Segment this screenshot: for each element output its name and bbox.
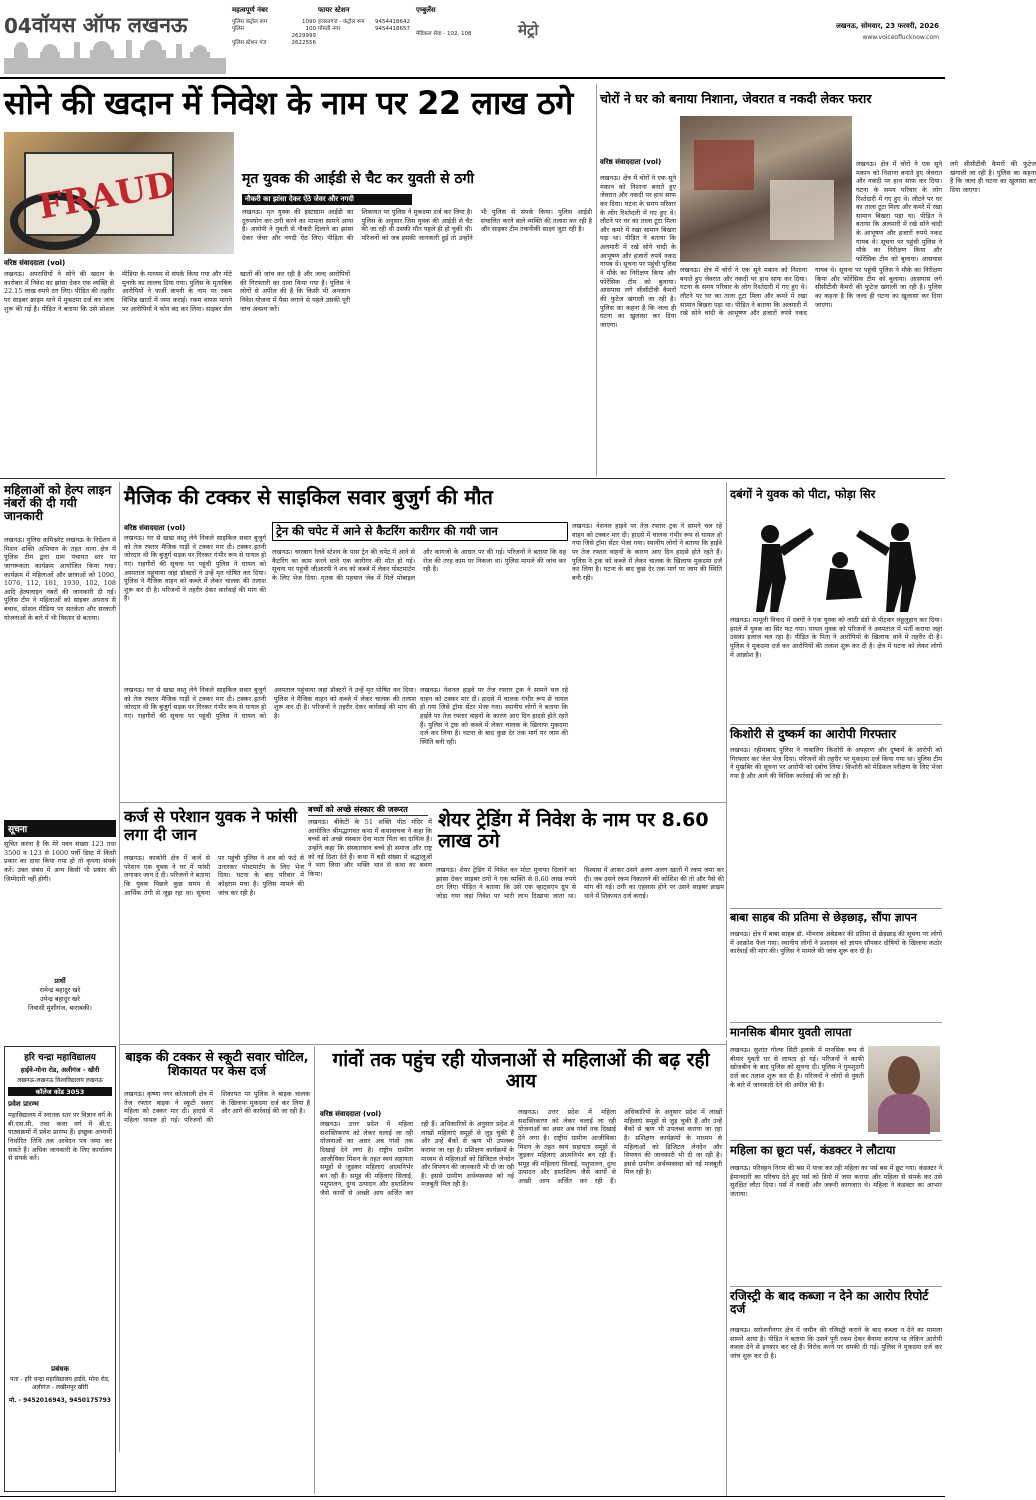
notice-sign-sub: उपेन्द्र बहादुर खरे: [40, 995, 80, 1004]
notice-sign-title: प्रार्थी: [54, 977, 66, 985]
yojana-headline: गांवों तक पहुंच रही योजनाओं से महिलाओं की बढ़ रही आय: [332, 1049, 710, 1092]
debt-headline: कर्ज से परेशान युवक ने फांसी लगा दी जान: [124, 807, 298, 844]
website: www.voiceoflucknow.com: [862, 34, 939, 41]
share-body: लखनऊ। शेयर ट्रेडिंग में निवेश कर मोटा मुनाफा दिलाने का झांसा देकर साइबर ठगों ने एक व्यक्ति से 8.60 लाख रुपये ठग लिए। पीड़ित ने बताया कि उसे एक व्हाट्सएप ग्रुप से जोड़ा गया जहां निवेश पर भारी लाभ दिखाया जाता था। विश्वास में आकर उसने अलग अलग खातों में रकम जमा कर दी। जब उसने रकम निकालने की कोशिश की तो और पैसे की मांग की गई। ठगी का एहसास होने पर उसने साइबर क्राइम थाने में शिकायत दर्ज कराई।: [436, 866, 724, 900]
notice-sign-place: निवासी मुंशीगंज, बाराबंकी।: [28, 1004, 92, 1013]
cycle-headline: मैजिक की टक्कर से साइकिल सवार बुजुर्ग की मौत: [124, 485, 493, 509]
important-number-row: [232, 40, 316, 47]
silhouette-icon: [730, 508, 942, 612]
missing-headline: मानसिक बीमार युवती लापता: [730, 1025, 852, 1039]
important-number-number: 100: [305, 26, 316, 33]
yojana-body-cont: लखनऊ। उत्तर प्रदेश में महिला सशक्तिकरण को लेकर चलाई जा रही योजनाओं का असर अब गांवों तक दिखाई देने लगा है। राष्ट्रीय ग्रामीण आजीविका मिशन के तहत स्वयं सहायता समूहों से जुड़कर महिलाएं आत्मनिर्भर बन रही हैं। समूह की महिलाएं सिलाई, पशुपालन, दुग्ध उत्पादन और हस्तशिल्प जैसे कार्यों से अच्छी आय अर्जित कर रही हैं। अधिकारियों के अनुसार प्रदेश में लाखों महिलाएं समूहों से जुड़ चुकी हैं और उन्हें बैंकों से ऋण भी उपलब्ध कराया जा रहा है। प्रशिक्षण कार्यक्रमों के माध्यम से महिलाओं को डिजिटल लेनदेन और विपणन की जानकारी भी दी जा रही है। इससे ग्रामीण अर्थव्यवस्था को नई मजबूती मिल रही है।: [518, 1108, 722, 1186]
page-number: 04: [4, 14, 32, 38]
cycle-body-lower: लखनऊ। घर से खाद्य वस्तु लेने निकले साइकिल सवार बुजुर्ग को तेज रफ्तार मैजिक गाड़ी ने टक्कर मार दी। टक्कर इतनी जोरदार थी कि बुजुर्ग सड़क पर गिरकर गंभीर रूप से घायल हो गए। राहगीरों की सूचना पर पहुंची पुलिस ने घायल को अस्पताल पहुंचाया जहां डॉक्टरों ने उन्हें मृत घोषित कर दिया। पुलिस ने मैजिक वाहन को कब्जे में लेकर चालक की तलाश शुरू कर दी है। परिजनों ने तहरीर देकर कार्रवाई की मांग की है।: [124, 686, 416, 720]
chat-headline: मृत युवक की आईडी से चैट कर युवती से ठगी: [242, 171, 475, 187]
registry-body: लखनऊ। सरोजनीनगर क्षेत्र में जमीन की रजिस्ट्री कराने के बाद कब्जा न देने का मामला सामने आया है। पीड़ित ने बताया कि उसने पूरी रकम देकर बैनामा कराया था लेकिन आरोपी कब्जा देने से इनकार कर रहे हैं। विरोध करने पर धमकी दी गई। पुलिस ने मुकदमा दर्ज कर जांच शुरू कर दी है।: [730, 1326, 942, 1360]
share-headline: शेयर ट्रेडिंग में निवेश के नाम पर 8.60 लाख ठगे: [438, 809, 709, 852]
assault-headline: दबंगों ने युवक को पीटा, फोड़ा सिर: [730, 487, 876, 501]
assault-illustration: [730, 508, 942, 612]
important-numbers: [232, 6, 316, 48]
theft-photo: [680, 116, 852, 262]
college-ad: [4, 1046, 116, 1492]
fire-number-name: हजरतगंज - कंट्रोल रूम: [318, 19, 365, 25]
ad-body: महाविद्यालय में स्नातक स्तर पर विज्ञान वर्ग के बी.एस.सी. तथा कला वर्ग में बी.ए. पाठ्यक्रमों में प्रवेश प्रारम्भ हैं। इच्छुक अभ्यर्थी निर्धारित तिथि तक आवेदन पत्र जमा कर सकते हैं। अधिक जानकारी के लिए कार्यालय से संपर्क करें।: [8, 1111, 112, 1163]
section-label: मेट्रो: [518, 21, 539, 39]
ad-address: पता - हरि चन्द्रा महाविद्यालय हाईवे, मोना रोड, अलीगंज - लखीमपुर खीरी: [10, 1376, 110, 1392]
fire-station-label: फायर स्टेशन: [318, 6, 350, 14]
important-number-row: [232, 26, 316, 33]
missing-body: लखनऊ। सुशांत गोल्फ सिटी इलाके में मानसिक रूप से बीमार युवती घर से लापता हो गई। परिजनों ने काफी खोजबीन के बाद पुलिस को सूचना दी। पुलिस ने गुमशुदगी दर्ज कर तलाश शुरू कर दी है। परिजनों ने लोगों से युवती के बारे में जानकारी देने की अपील की है।: [730, 1046, 864, 1089]
ambulance-text: मेडिकल सेवा - 102, 108: [416, 31, 472, 37]
fire-number-number: 9454418642: [375, 19, 410, 25]
important-number-name: पुलिस कंट्रोल रूम: [232, 19, 268, 25]
train-headline: ट्रेन की चपेट में आने से कैटरिंग कारीगर की गयी जान: [272, 522, 568, 541]
important-number-number: 1090: [302, 19, 316, 25]
chat-kicker: नौकरी का झांसा देकर ऐंठे जेवर और नगदी: [242, 194, 412, 205]
lead-byline: वरिष्ठ संवाददाता (vol): [4, 259, 66, 267]
purse-body: लखनऊ। परिवहन निगम की बस में यात्रा कर रही महिला का पर्स बस में छूट गया। कंडक्टर ने ईमानदारी का परिचय देते हुए पर्स को डिपो में जमा कराया और महिला से संपर्क कर उसे सुरक्षित लौटा दिया। पर्स में नकदी और जरूरी कागजात थे। महिला ने कंडक्टर का आभार जताया।: [730, 1164, 942, 1198]
fraud-image: [4, 132, 234, 254]
masthead: [0, 0, 945, 76]
important-numbers-label: महत्वपूर्ण नंबर: [232, 6, 268, 14]
important-number-name: पुलिस: [232, 26, 244, 33]
important-number-row: [232, 19, 316, 26]
train-body: लखनऊ। चारबाग रेलवे स्टेशन के पास ट्रेन की चपेट में आने से कैटरिंग का काम करने वाले एक कारीगर की मौत हो गई। सूचना पर पहुंची जीआरपी ने शव को कब्जे में लेकर पोस्टमार्टम के लिए भेज दिया। मृतक की पहचान जेब में मिले मोबाइल और कागजों के आधार पर की गई। परिजनों ने बताया कि वह रोज की तरह काम पर निकला था। पुलिस मामले की जांच कर रही है।: [272, 548, 566, 582]
ad-admission-head: प्रवेश प्रारम्भ: [8, 1100, 39, 1108]
chat-body: लखनऊ। मृत युवक की इंस्टाग्राम आईडी का दुरुपयोग कर ठगी करने का मामला सामने आया है। आरोपी ने युवती से नौकरी दिलाने का झांसा देकर जेवर और नगदी ऐंठ लिए। पीड़िता की शिकायत पर पुलिस ने मुकदमा दर्ज कर लिया है। पुलिस के अनुसार जिस युवक की आईडी से चैट की जा रही थी उसकी मौत पहले ही हो चुकी थी। परिजनों को जब इसकी जानकारी हुई तो उन्होंने भी पुलिस से संपर्क किया। पुलिस आईडी संचालित करने वाले व्यक्ति की तलाश कर रही है और साइबर टीम तकनीकी साक्ष्य जुटा रही है।: [242, 208, 592, 242]
kids-body: लखनऊ। बीकेटी के 51 शक्ति पीठ मंदिर में आयोजित श्रीमद्भागवत कथा में कथावाचक ने कहा कि बच्चों को अच्छे संस्कार देना माता पिता का दायित्व है। उन्होंने कहा कि संस्कारवान बच्चे ही समाज और राष्ट्र को नई दिशा देते हैं। कथा में बड़ी संख्या में श्रद्धालुओं ने भाग लिया और भक्ति भाव से कथा का श्रवण किया।: [308, 818, 432, 878]
truck-body-top: लखनऊ। नेशनल हाइवे पर तेज रफ्तार ट्रक ने सामने चल रहे वाहन को टक्कर मार दी। हादसे में चालक गंभीर रूप से घायल हो गया जिसे ट्रॉमा सेंटर भेजा गया। स्थानीय लोगों ने बताया कि हाईवे पर तेज रफ्तार वाहनों के कारण आए दिन हादसे होते रहते हैं। पुलिस ने ट्रक को कब्जे में लेकर चालक के खिलाफ मुकदमा दर्ज कर लिया है। घटना के बाद कुछ देर तक मार्ग पर जाम की स्थिति बनी रही।: [572, 522, 722, 582]
helpline-headline: महिलाओं को हेल्प लाइन नंबरों की दी गयी जानकारी: [4, 483, 112, 524]
theft-byline: वरिष्ठ संवाददाता (vol): [600, 158, 662, 166]
statue-body: लखनऊ। क्षेत्र में बाबा साहब डॉ. भीमराव अंबेडकर की प्रतिमा से छेड़छाड़ की सूचना पर लोगों में आक्रोश फैल गया। स्थानीय लोगों ने प्रशासन को ज्ञापन सौंपकर दोषियों के खिलाफ कठोर कार्रवाई की मांग की। पुलिस ने मामले की जांच शुरू कर दी है।: [730, 930, 942, 956]
helpline-body: लखनऊ। पुलिस कमिश्नरेट लखनऊ के निर्देशन में मिशन शक्ति अभियान के तहत थाना क्षेत्र में पुलिस टीम द्वारा ग्राम पंचायत स्तर पर जागरूकता कार्यक्रम आयोजित किया गया। कार्यक्रम में महिलाओं और छात्राओं को 1090, 1076, 112, 181, 1930, 102, 108 आदि हेल्पलाइन नंबरों की जानकारी दी गई। पुलिस टीम ने महिलाओं को साइबर अपराध से बचाव, सोशल मीडिया पर सतर्कता और सरकारी योजनाओं के बारे में भी विस्तार से बताया।: [4, 536, 116, 622]
ad-code: कॉलेज कोड 3053: [8, 1087, 112, 1096]
truck-body: लखनऊ। नेशनल हाइवे पर तेज रफ्तार ट्रक ने सामने चल रहे वाहन को टक्कर मार दी। हादसे में चालक गंभीर रूप से घायल हो गया जिसे ट्रॉमा सेंटर भेजा गया। स्थानीय लोगों ने बताया कि हाईवे पर तेज रफ्तार वाहनों के कारण आए दिन हादसे होते रहते हैं। पुलिस ने ट्रक को कब्जे में लेकर चालक के खिलाफ मुकदमा दर्ज कर लिया है। घटना के बाद कुछ देर तक मार्ग पर जाम की स्थिति बनी रही।: [420, 686, 568, 746]
scooty-headline: बाइक की टक्कर से स्कूटी सवार चोटिल, शिकायत पर केस दर्ज: [125, 1049, 309, 1078]
fraud-image-text: FRAUD: [35, 164, 179, 228]
arrest-body: लखनऊ। रहीमाबाद पुलिस ने नाबालिग किशोरी के अपहरण और दुष्कर्म के आरोपी को गिरफ्तार कर जेल भेज दिया। परिजनों की तहरीर पर मुकदमा दर्ज किया गया था। पुलिस टीम ने मुखबिर की सूचना पर आरोपी को दबोच लिया। किशोरी को मेडिकल परीक्षण के लिए भेजा गया है और आगे की विधिक कार्रवाई की जा रही है।: [730, 746, 942, 780]
scooty-body: लखनऊ। कृष्णा नगर कोतवाली क्षेत्र में तेज रफ्तार बाइक ने स्कूटी सवार महिला को टक्कर मार दी। हादसे में महिला घायल हो गई। परिजनों की शिकायत पर पुलिस ने बाइक चालक के खिलाफ मुकदमा दर्ज कर लिया है और आगे की कार्रवाई की जा रही है।: [124, 1090, 310, 1124]
important-number-number: 2629999: [291, 33, 316, 40]
paper-name: वॉयस ऑफ लखनऊ: [32, 13, 188, 37]
fire-number-number: 9454418657: [375, 26, 410, 33]
cycle-byline: वरिष्ठ संवाददाता (vol): [124, 524, 186, 532]
skyline-icon: [4, 38, 226, 74]
assault-body: लखनऊ। मामूली विवाद में दबंगों ने एक युवक को लाठी डंडों से पीटकर लहूलुहान कर दिया। हमले में युवक का सिर फट गया। घायल युवक को परिजनों ने अस्पताल में भर्ती कराया जहां उसका इलाज चल रहा है। पीड़ित के पिता ने आरोपियों के खिलाफ थाने में तहरीर दी है। पुलिस ने मुकदमा दर्ज कर आरोपियों की तलाश शुरू कर दी है। क्षेत्र में घटना को लेकर लोगों में आक्रोश है।: [730, 616, 942, 659]
theft-body-lower: लखनऊ। क्षेत्र में चोरों ने एक सूने मकान को निशाना बनाते हुए जेवरात और नकदी पर हाथ साफ कर दिया। घटना के समय परिवार के लोग रिश्तेदारी में गए हुए थे। लौटने पर घर का ताला टूटा मिला और कमरे में रखा सामान बिखरा पड़ा था। पीड़ित ने बताया कि अलमारी में रखे सोने चांदी के आभूषण और हजारों रुपये नकद गायब थे। सूचना पर पहुंची पुलिस ने मौके का निरीक्षण किया और फोरेंसिक टीम को बुलाया। आसपास लगे सीसीटीवी कैमरों की फुटेज खंगाली जा रही है। पुलिस का कहना है कि जल्द ही घटना का खुलासा कर दिया जाएगा।: [680, 266, 942, 318]
purse-headline: महिला का छूटा पर्स, कंडक्टर ने लौटाया: [730, 1143, 896, 1157]
theft-body: लखनऊ। क्षेत्र में चोरों ने एक सूने मकान को निशाना बनाते हुए जेवरात और नकदी पर हाथ साफ कर दिया। घटना के समय परिवार के लोग रिश्तेदारी में गए हुए थे। लौटने पर घर का ताला टूटा मिला और कमरे में रखा सामान बिखरा पड़ा था। पीड़ित ने बताया कि अलमारी में रखे सोने चांदी के आभूषण और हजारों रुपये नकद गायब थे। सूचना पर पहुंची पुलिस ने मौके का निरीक्षण किया और फोरेंसिक टीम को बुलाया। आसपास लगे सीसीटीवी कैमरों की फुटेज खंगाली जा रही है। पुलिस का कहना है कि जल्द ही घटना का खुलासा कर दिया जाएगा।: [600, 174, 676, 329]
ad-manager-label: प्रबंधक: [51, 1365, 69, 1373]
ad-phone: मो. - 9452016943, 9450175793: [9, 1397, 111, 1405]
cycle-body: लखनऊ। घर से खाद्य वस्तु लेने निकले साइकिल सवार बुजुर्ग को तेज रफ्तार मैजिक गाड़ी ने टक्कर मार दी। टक्कर इतनी जोरदार थी कि बुजुर्ग सड़क पर गिरकर गंभीर रूप से घायल हो गए। राहगीरों की सूचना पर पहुंची पुलिस ने घायल को अस्पताल पहुंचाया जहां डॉक्टरों ने उन्हें मृत घोषित कर दिया। पुलिस ने मैजिक वाहन को कब्जे में लेकर चालक की तलाश शुरू कर दी है। परिजनों ने तहरीर देकर कार्रवाई की मांग की है।: [124, 534, 266, 603]
notice-box: [4, 820, 116, 1040]
fire-number-name: गोमती नगर: [318, 26, 341, 33]
yojana-body: लखनऊ। उत्तर प्रदेश में महिला सशक्तिकरण को लेकर चलाई जा रही योजनाओं का असर अब गांवों तक दिखाई देने लगा है। राष्ट्रीय ग्रामीण आजीविका मिशन के तहत स्वयं सहायता समूहों से जुड़कर महिलाएं आत्मनिर्भर बन रही हैं। समूह की महिलाएं सिलाई, पशुपालन, दुग्ध उत्पादन और हस्तशिल्प जैसे कार्यों से अच्छी आय अर्जित कर रही हैं। अधिकारियों के अनुसार प्रदेश में लाखों महिलाएं समूहों से जुड़ चुकी हैं और उन्हें बैंकों से ऋण भी उपलब्ध कराया जा रहा है। प्रशिक्षण कार्यक्रमों के माध्यम से महिलाओं को डिजिटल लेनदेन और विपणन की जानकारी भी दी जा रही है। इससे ग्रामीण अर्थव्यवस्था को नई मजबूती मिल रही है।: [320, 1120, 514, 1198]
ad-subtitle: हाईवे-मोना रोड, अलीगंज - खीरी: [20, 1066, 100, 1074]
missing-photo: [868, 1046, 940, 1132]
theft-headline: चोरों ने घर को बनाया निशाना, जेवरात व नकदी लेकर फरार: [600, 91, 872, 106]
ambulance-info: [416, 6, 506, 38]
statue-headline: बाबा साहब की प्रतिमा से छेड़छाड़, सौंपा ज्ञापन: [730, 911, 917, 924]
kids-headline: बच्चों को अच्छे संस्कार की जरूरत: [308, 806, 428, 816]
issue-date: लखनऊ, सोमवार, 23 फरवरी, 2026: [836, 22, 939, 30]
ad-affiliation: लखनऊ-लखनऊ विश्वविद्यालय लखनऊ: [17, 1077, 103, 1084]
notice-title: सूचना: [4, 820, 116, 837]
registry-headline: रजिस्ट्री के बाद कब्जा न देने का आरोप रिपोर्ट दर्ज: [730, 1289, 929, 1317]
notice-body: सूचित करना है कि मेरे पवन संख्या 123 तथा 3500 व 123 से 1600 पर्ची डिस्ट में किसी प्रकार का दावा किया गया हो तो कृपया संपर्क करें। उक्त संबंध में अन्य किसी भी प्रकार की जिम्मेदारी नहीं होगी।: [4, 840, 116, 883]
important-number-name: पुलिस स्टेशन गंज: [232, 40, 267, 47]
ad-title: हरि चन्द्रा महाविद्यालय: [24, 1053, 96, 1063]
ambulance-label: एम्बुलेंस: [416, 6, 436, 14]
lead-body: लखनऊ। अपराधियों ने सोने की खदान के कारोबार में निवेश का झांसा देकर एक व्यक्ति से 22.15 लाख रुपये ठग लिए। पीड़ित की तहरीर पर साइबर क्राइम थाने में मुकदमा दर्ज कर जांच शुरू की गई है। पीड़ित ने बताया कि उसे सोशल मीडिया के माध्यम से संपर्क किया गया और मोटे मुनाफे का लालच दिया गया। पुलिस के मुताबिक आरोपियों ने फर्जी कंपनी के नाम पर रकम विभिन्न खातों में जमा कराई। रकम वापस मांगने पर आरोपियों ने फोन बंद कर लिया। साइबर सेल खातों की जांच कर रही है और जल्द आरोपियों की गिरफ्तारी का दावा किया गया है। पुलिस ने लोगों से अपील की है कि किसी भी अनजान निवेश योजना में पैसा लगाने से पहले उसकी पूरी जांच अवश्य करें।: [4, 270, 350, 313]
theft-body-cont: लखनऊ। क्षेत्र में चोरों ने एक सूने मकान को निशाना बनाते हुए जेवरात और नकदी पर हाथ साफ कर दिया। घटना के समय परिवार के लोग रिश्तेदारी में गए हुए थे। लौटने पर घर का ताला टूटा मिला और कमरे में रखा सामान बिखरा पड़ा था। पीड़ित ने बताया कि अलमारी में रखे सोने चांदी के आभूषण और हजारों रुपये नकद गायब थे। सूचना पर पहुंची पुलिस ने मौके का निरीक्षण किया और फोरेंसिक टीम को बुलाया। आसपास लगे सीसीटीवी कैमरों की फुटेज खंगाली जा रही है। पुलिस का कहना है कि जल्द ही घटना का खुलासा कर दिया जाएगा।: [856, 160, 1036, 264]
debt-body: लखनऊ। काकोरी क्षेत्र में कर्ज से परेशान एक युवक ने घर में फांसी लगाकर जान दे दी। परिजनों ने बताया कि युवक पिछले कुछ समय से आर्थिक तंगी से जूझ रहा था। सूचना पर पहुंची पुलिस ने शव को फंदे से उतारकर पोस्टमार्टम के लिए भेज दिया। घटना के बाद परिवार में कोहराम मचा है। पुलिस मामले की जांच कर रही है।: [124, 854, 304, 897]
arrest-headline: किशोरी से दुष्कर्म का आरोपी गिरफ्तार: [730, 727, 896, 741]
yojana-byline: वरिष्ठ संवाददाता (vol): [320, 1110, 382, 1118]
important-number-number: 2622556: [291, 40, 316, 47]
fire-number-row: [318, 26, 410, 33]
fire-numbers: [318, 6, 410, 33]
lead-headline: सोने की खदान में निवेश के नाम पर 22 लाख ठगे: [4, 84, 573, 122]
notice-sign-name: रामेन्द्र बहादुर खरे: [39, 986, 81, 995]
